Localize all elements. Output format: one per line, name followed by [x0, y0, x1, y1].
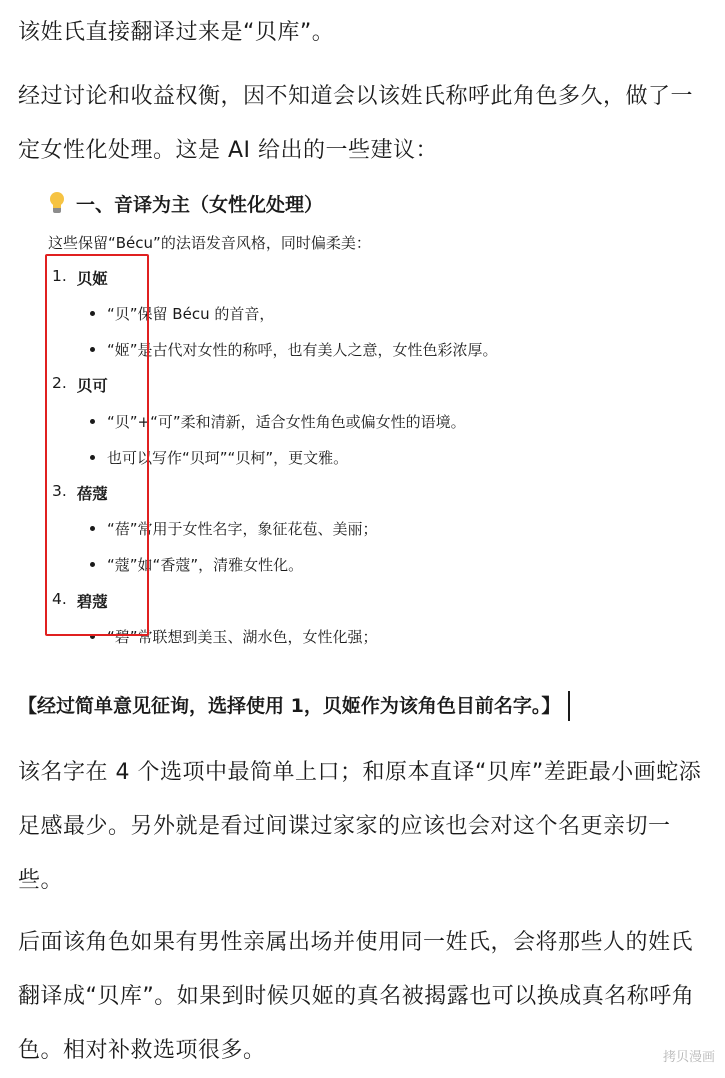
list-bullet-text: “碧”常联想到美玉、湖水色，女性化强；	[107, 628, 378, 646]
suggestion-heading-text: 一、音译为主（女性化处理）	[76, 194, 324, 216]
paragraph-1: 该姓氏直接翻译过来是“贝库”。	[18, 20, 335, 45]
conclusion-text: 【经过简单意见征询，选择使用 1，贝姬作为该角色目前名字。】	[18, 695, 561, 717]
list-bullet-text: “贝”保留 Bécu 的首音，	[107, 305, 275, 323]
list-bullet-text: “蔻”如“香蔻”，清雅女性化。	[107, 556, 304, 574]
list-bullet-text: “蓓”常用于女性名字，象征花苞、美丽；	[107, 520, 378, 538]
list-item-number: 1.	[52, 267, 67, 285]
paragraph-4: 后面该角色如果有男性亲属出场并使用同一姓氏，会将那些人的姓氏翻译成“贝库”。如果到时候贝姬的真名被揭露也可以换成真名称呼角色。相对补救选项很多。	[18, 930, 695, 1063]
text-cursor	[568, 691, 570, 721]
list-item-name: 贝可	[76, 377, 108, 395]
conclusion-line	[18, 684, 570, 728]
list-item-number: 3.	[52, 482, 67, 500]
paragraph-3: 该名字在 4 个选项中最简单上口；和原本直译“贝库”差距最小画蛇添足感最少。另外就是看过间谍过家家的应该也会对这个名更亲切一些。	[18, 760, 702, 893]
ai-suggestion-screenshot	[0, 182, 725, 662]
list-item-name: 碧蔻	[76, 593, 108, 611]
list-bullet-text: 也可以写作“贝珂”“贝柯”，更文雅。	[107, 449, 349, 467]
paragraph-2: 经过讨论和收益权衡，因不知道会以该姓氏称呼此角色多久，做了一定女性化处理。这是 AI 给出的一些建议：	[18, 84, 694, 163]
suggestion-heading	[48, 190, 323, 217]
watermark: 拷贝漫画	[662, 1050, 715, 1065]
list-item-name: 蓓蔻	[76, 485, 108, 503]
suggestion-intro: 这些保留“Bécu”的法语发音风格，同时偏柔美：	[48, 234, 371, 252]
list-item-number: 4.	[52, 590, 67, 608]
list-item-number: 2.	[52, 374, 67, 392]
list-bullet	[90, 339, 498, 360]
lightbulb-icon	[48, 192, 66, 216]
list-bullet-text: “姬”是古代对女性的称呼，也有美人之意，女性色彩浓厚。	[107, 341, 498, 359]
highlight-box	[45, 254, 149, 636]
list-item-name: 贝姬	[76, 270, 108, 288]
list-bullet-text: “贝”+“可”柔和清新，适合女性角色或偏女性的语境。	[107, 413, 466, 431]
